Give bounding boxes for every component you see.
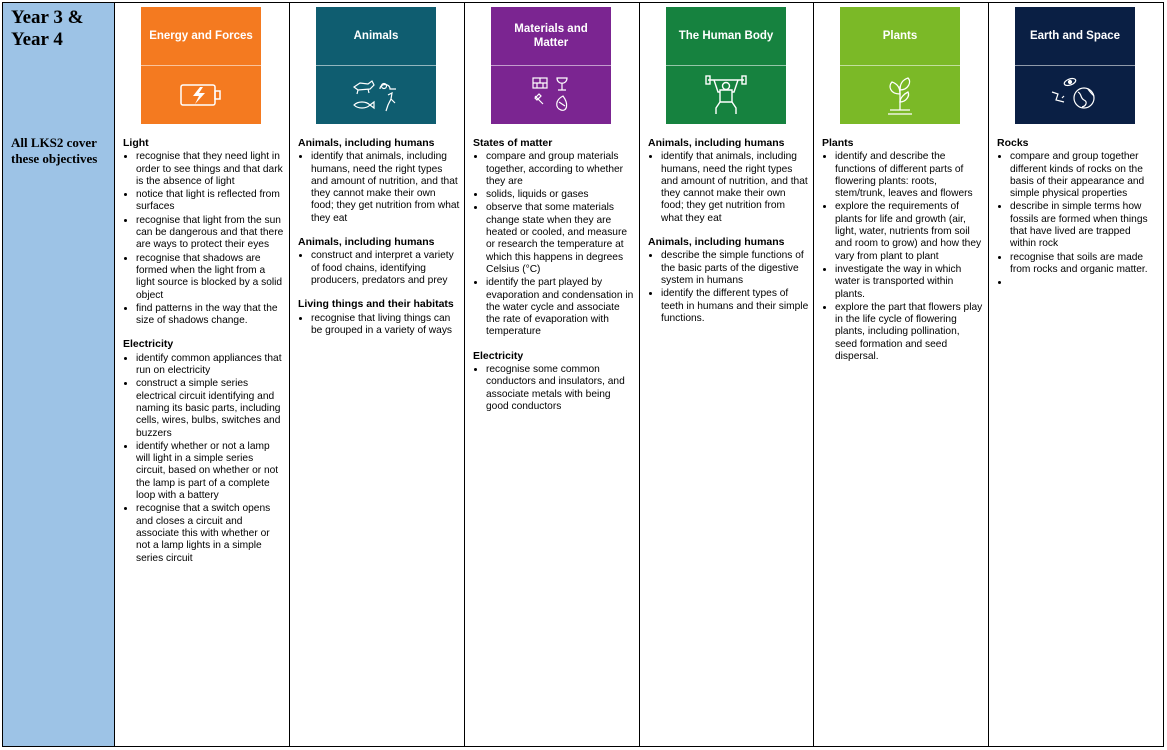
section: [473, 350, 635, 413]
section: [298, 236, 460, 287]
section: [648, 137, 809, 225]
subject-title: Materials and Matter: [514, 23, 588, 49]
year-title: Year 3 & Year 4: [11, 7, 84, 50]
objective: • recognise that soils are made from rocks and organic matter.: [1010, 251, 1159, 277]
seedling-icon: [840, 66, 960, 124]
objective: • recognise that light from the sun can be dangerous and that there are ways to protect their eyes: [136, 214, 285, 252]
objective: • observe that some materials change state when they are heated or cooled, and measure or research the temperature at which this happens in degrees Celsius (°C): [486, 201, 635, 276]
subject-title: Plants: [882, 30, 918, 42]
section-heading: Electricity: [473, 349, 524, 362]
objective: • explore the requirements of plants for life and growth (air, light, water, nutrients from soil and room to grow) and how they vary from plant to plant: [835, 200, 984, 262]
subject-title: Energy and Forces: [149, 30, 253, 42]
subject-title: The Human Body: [678, 30, 774, 42]
section: [822, 137, 984, 363]
earth-space-icon: [1015, 66, 1135, 124]
objective: • identify and describe the functions of different parts of flowering plants: roots, stem/trunk, leaves and flowers: [835, 150, 984, 200]
objective: • compare and group together different kinds of rocks on the basis of their appearance and simple physical properties: [1010, 150, 1159, 200]
objective: • investigate the way in which water is transported within plants.: [835, 263, 984, 301]
section-heading: States of matter: [473, 137, 553, 149]
objective: • recognise that shadows are formed when the light from a light source is blocked by a solid object: [136, 252, 285, 302]
objectives-note: All LKS2 cover these objectives: [11, 135, 98, 166]
objectives: [298, 137, 460, 348]
materials-icon: [491, 66, 611, 124]
section-heading: Animals, including humans: [648, 137, 785, 149]
objective: • notice that light is reflected from surfaces: [136, 188, 285, 214]
objective: • describe in simple terms how fossils are formed when things that have lived are trapped within rock: [1010, 200, 1159, 250]
section-heading: Animals, including humans: [298, 137, 435, 149]
subject-tile: [1015, 7, 1135, 124]
section: [298, 137, 460, 225]
section-heading: Animals, including humans: [648, 236, 785, 249]
objectives: [648, 137, 809, 336]
subject-tile: [666, 7, 786, 124]
section: [298, 298, 460, 337]
objective: [1010, 276, 1159, 289]
section-heading: Animals, including humans: [298, 236, 435, 249]
objectives: [997, 137, 1159, 301]
objective: • describe the simple functions of the basic parts of the digestive system in humans: [661, 249, 809, 287]
objectives: [822, 137, 984, 374]
section: [997, 137, 1159, 290]
weightlifter-icon: [666, 66, 786, 124]
subject-tile: [491, 7, 611, 124]
section-heading: Living things and their habitats: [298, 298, 454, 311]
subject-column-energy: [115, 3, 290, 746]
objective: • construct a simple series electrical circuit identifying and naming its basic parts, including cells, wires, bulbs, switches and buzzers: [136, 377, 285, 439]
subject-tile: [840, 7, 960, 124]
objectives: [473, 137, 635, 424]
section: [473, 137, 635, 339]
objective: • recognise that living things can be grouped in a variety of ways: [311, 312, 460, 338]
section-heading: Rocks: [997, 137, 1029, 149]
section-heading: Electricity: [123, 338, 174, 351]
animals-icon: [316, 66, 436, 124]
section: [648, 236, 809, 325]
subject-column-human-body: [640, 3, 814, 746]
subject-title: Earth and Space: [1029, 30, 1121, 42]
subject-tile: [141, 7, 261, 124]
objective: • construct and interpret a variety of food chains, identifying producers, predators and prey: [311, 249, 460, 287]
section: [123, 338, 285, 564]
objective: • identify that animals, including humans, need the right types and amount of nutrition, and that they cannot make their own food; they get nutrition from what they eat: [311, 150, 460, 225]
section-heading: Plants: [822, 137, 854, 149]
objective: • recognise that they need light in order to see things and that dark is the absence of light: [136, 150, 285, 188]
objective: • identify the different types of teeth in humans and their simple functions.: [661, 287, 809, 325]
subject-column-animals: [290, 3, 465, 746]
objective: • identify common appliances that run on electricity: [136, 352, 285, 378]
objective: • find patterns in the way that the size of shadows change.: [136, 302, 285, 328]
year-column: [3, 3, 115, 746]
objective: • explore the part that flowers play in the life cycle of flowering plants, including pollination, seed formation and seed dispersal.: [835, 301, 984, 363]
section-heading: Light: [123, 137, 149, 149]
objectives: [123, 137, 285, 576]
objective: • recognise some common conductors and insulators, and associate metals with being good conductors: [486, 363, 635, 413]
subject-tile: [316, 7, 436, 124]
curriculum-table: [2, 2, 1164, 747]
objective: • solids, liquids or gases: [486, 188, 635, 201]
objective: • recognise that a switch opens and closes a circuit and associate this with whether or not a lamp lights in a simple series circuit: [136, 502, 285, 564]
objective: • identify the part played by evaporation and condensation in the water cycle and associate the rate of evaporation with temperature: [486, 276, 635, 338]
subject-column-plants: [814, 3, 989, 746]
objective: • identify whether or not a lamp will light in a simple series circuit, based on whether or not the lamp is part of a complete loop with a battery: [136, 440, 285, 502]
section: [123, 137, 285, 327]
subject-column-earth-space: [989, 3, 1163, 746]
subject-title: Animals: [353, 30, 399, 42]
subject-column-materials: [465, 3, 640, 746]
objective: • compare and group materials together, according to whether they are: [486, 150, 635, 188]
objective: • identify that animals, including humans, need the right types and amount of nutrition, and that they cannot make their own food; they get nutrition from what they eat: [661, 150, 809, 225]
battery-lightning-icon: [141, 66, 261, 124]
